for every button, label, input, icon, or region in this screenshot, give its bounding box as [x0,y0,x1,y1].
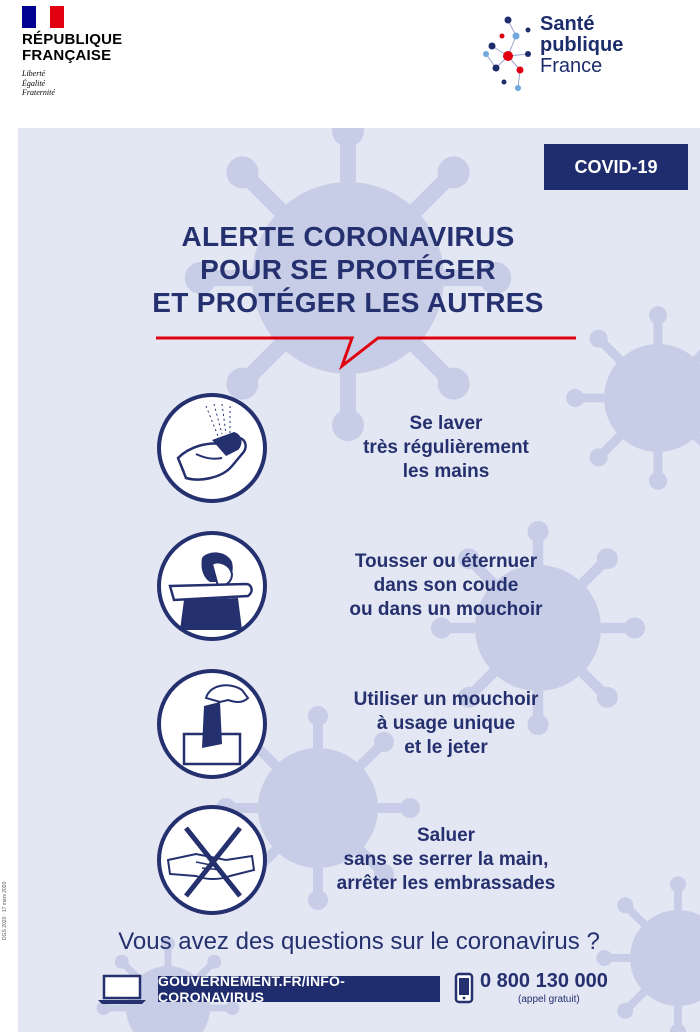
advice-row-wash-hands [156,392,676,508]
republique-francaise-logo [22,6,122,98]
advice-text: Utiliser un mouchoir à usage unique et le jeter [353,689,539,758]
cough-into-elbow-icon [156,530,268,642]
laptop-icon [96,974,148,1004]
poster [18,128,700,1032]
advice-row-no-handshake [156,804,676,920]
hand-washing-icon [156,392,268,504]
advice-row-tissue [156,668,676,784]
advice-text: Saluer sans se serrer la main, arrêter les embrassades [336,825,556,894]
advice-text: Tousser ou éternuer dans son coude ou dans un mouchoir [349,551,543,620]
sante-publique-france-logo [478,6,668,106]
covid-badge: COVID-19 [544,144,688,190]
no-handshake-icon [156,804,268,916]
republique-motto: Liberté Égalité Fraternité [22,69,55,97]
molecule-icon [478,6,538,106]
tissue-box-icon [156,668,268,780]
phone-note: (appel gratuit) [518,994,580,1005]
page-title: ALERTE CORONAVIRUS POUR SE PROTÉGER ET PROTÉGER LES AUTRES [152,221,544,318]
spf-name: Santé publique France [540,13,624,77]
speech-bubble-underline [156,330,576,370]
french-flag-icon [22,6,64,28]
footer-question: Vous avez des questions sur le coronavirus ? [118,928,600,955]
info-url-link[interactable]: GOUVERNEMENT.FR/INFO-CORONAVIRUS [158,976,440,1002]
advice-text: Se laver très régulièrement les mains [363,413,529,482]
mobile-phone-icon [454,972,474,1004]
header [0,0,700,128]
phone-number[interactable]: 0 800 130 000 [480,970,608,992]
document-reference: DGS 2020 · 17 mars 2020 [2,881,8,940]
advice-row-cough-elbow [156,530,676,646]
republique-name: RÉPUBLIQUE FRANÇAISE [22,31,123,64]
